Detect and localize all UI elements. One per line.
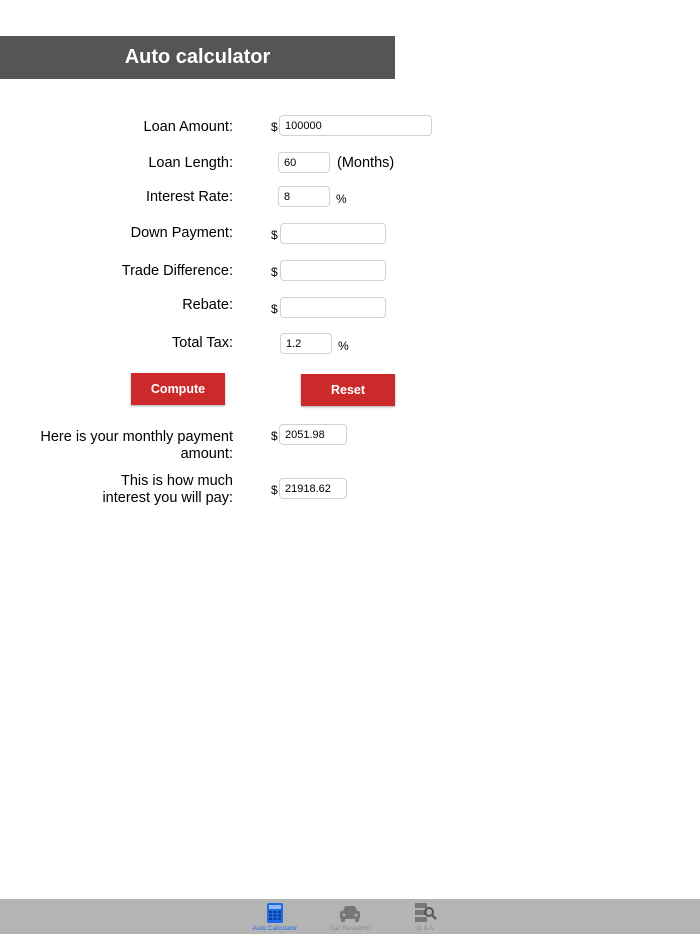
trade-difference-label: Trade Difference: xyxy=(121,263,233,279)
monthly-payment-label-line2: amount: xyxy=(180,446,233,462)
tab-car-research-label: Car Research xyxy=(329,925,371,932)
monthly-payment-label xyxy=(40,429,233,463)
monthly-payment-label-line1: Here is your monthly payment xyxy=(40,429,233,445)
interest-paid-label xyxy=(102,473,233,507)
interest-paid-label-line2: interest you will pay: xyxy=(102,490,233,506)
compute-button[interactable]: Compute xyxy=(131,373,225,405)
tab-qa-label: Q & A xyxy=(416,925,434,932)
tab-car-research[interactable] xyxy=(315,899,385,934)
tab-auto-calculator-label: Auto Calculator xyxy=(252,925,298,932)
loan-length-input[interactable] xyxy=(278,152,330,173)
tab-qa[interactable] xyxy=(390,899,460,934)
monthly-payment-output[interactable] xyxy=(279,424,347,445)
tab-bar xyxy=(0,899,700,934)
loan-amount-label: Loan Amount: xyxy=(143,119,233,135)
rebate-label: Rebate: xyxy=(182,297,233,313)
interest-paid-output[interactable] xyxy=(279,478,347,499)
interest-paid-dollar-sign: $ xyxy=(271,483,278,497)
down-payment-dollar-sign: $ xyxy=(271,228,278,242)
monthly-payment-dollar-sign: $ xyxy=(271,429,278,443)
tab-auto-calculator[interactable] xyxy=(240,899,310,934)
interest-paid-label-line1: This is how much xyxy=(120,473,233,489)
down-payment-label: Down Payment: xyxy=(130,225,233,241)
qa-search-icon xyxy=(412,902,438,924)
total-tax-label: Total Tax: xyxy=(172,335,233,351)
header-bar xyxy=(0,36,395,79)
calculator-icon xyxy=(266,902,284,924)
total-tax-input[interactable] xyxy=(280,333,332,354)
interest-rate-input[interactable] xyxy=(278,186,330,207)
interest-rate-unit: % xyxy=(336,192,347,206)
page-title: Auto calculator xyxy=(124,46,271,68)
reset-button[interactable]: Reset xyxy=(301,374,395,406)
loan-amount-input[interactable] xyxy=(279,115,432,136)
trade-difference-dollar-sign: $ xyxy=(271,265,278,279)
interest-rate-label: Interest Rate: xyxy=(145,189,233,205)
total-tax-unit: % xyxy=(338,339,349,353)
car-icon xyxy=(338,902,362,924)
loan-length-label: Loan Length: xyxy=(148,155,233,171)
down-payment-input[interactable] xyxy=(280,223,386,244)
loan-length-unit: (Months) xyxy=(337,155,395,171)
rebate-input[interactable] xyxy=(280,297,386,318)
rebate-dollar-sign: $ xyxy=(271,302,278,316)
loan-amount-dollar-sign: $ xyxy=(271,120,278,134)
trade-difference-input[interactable] xyxy=(280,260,386,281)
